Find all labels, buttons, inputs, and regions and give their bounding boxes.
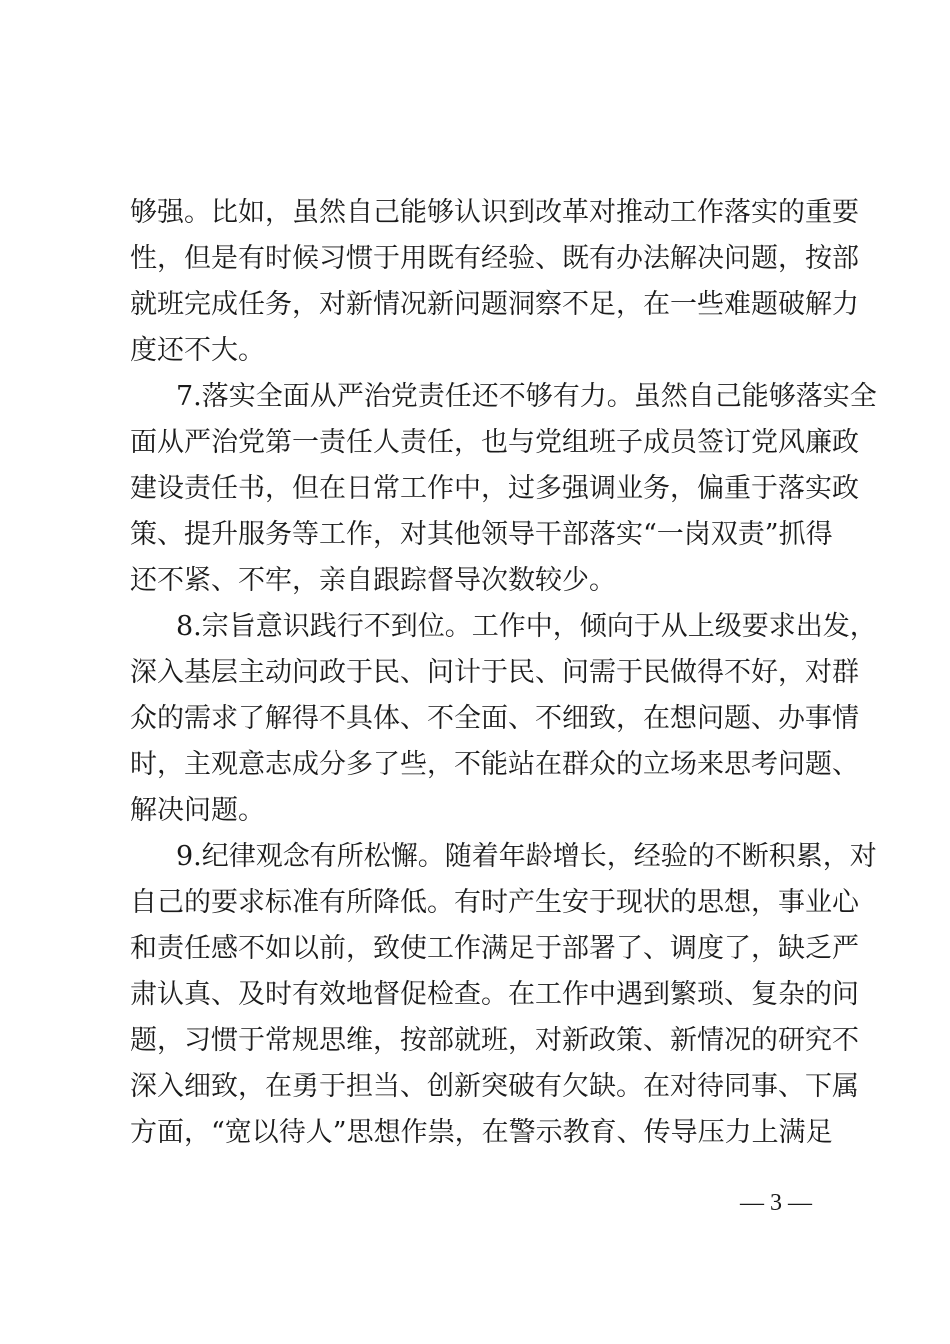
paragraph-7-first-line: 7.落实全面从严治党责任还不够有力。虽然自己能够落实全 — [176, 381, 877, 412]
text-line: 解决问题。 — [130, 795, 265, 826]
text-line: 自己的要求标准有所降低。有时产生安于现状的思想，事业心 — [130, 887, 859, 918]
text-line: 众的需求了解得不具体、不全面、不细致，在想问题、办事情 — [130, 703, 859, 734]
text-line: 深入基层主动问政于民、问计于民、问需于民做得不好，对群 — [130, 657, 859, 688]
text-line: 面从严治党第一责任人责任，也与党组班子成员签订党风廉政 — [130, 427, 859, 458]
text-line: 题，习惯于常规思维，按部就班，对新政策、新情况的研究不 — [130, 1025, 859, 1056]
text-line: 够强。比如，虽然自己能够认识到改革对推动工作落实的重要 — [130, 197, 859, 228]
text-line: 度还不大。 — [130, 335, 265, 366]
paragraph-9-first-line: 9.纪律观念有所松懈。随着年龄增长，经验的不断积累，对 — [176, 841, 877, 872]
text-line: 肃认真、及时有效地督促检查。在工作中遇到繁琐、复杂的问 — [130, 979, 859, 1010]
page-number: — 3 — — [740, 1190, 812, 1216]
text-line: 和责任感不如以前，致使工作满足于部署了、调度了，缺乏严 — [130, 933, 859, 964]
text-line: 时，主观意志成分多了些，不能站在群众的立场来思考问题、 — [130, 749, 859, 780]
text-line: 策、提升服务等工作，对其他领导干部落实“一岗双责”抓得 — [130, 519, 833, 550]
text-line: 还不紧、不牢，亲自跟踪督导次数较少。 — [130, 565, 616, 596]
text-line: 建设责任书，但在日常工作中，过多强调业务，偏重于落实政 — [130, 473, 859, 504]
paragraph-8-first-line: 8.宗旨意识践行不到位。工作中，倾向于从上级要求出发， — [176, 611, 877, 642]
text-line: 方面，“宽以待人”思想作祟，在警示教育、传导压力上满足 — [130, 1117, 833, 1148]
text-line: 深入细致，在勇于担当、创新突破有欠缺。在对待同事、下属 — [130, 1071, 859, 1102]
text-line: 性，但是有时候习惯于用既有经验、既有办法解决问题，按部 — [130, 243, 859, 274]
text-line: 就班完成任务，对新情况新问题洞察不足，在一些难题破解力 — [130, 289, 859, 320]
